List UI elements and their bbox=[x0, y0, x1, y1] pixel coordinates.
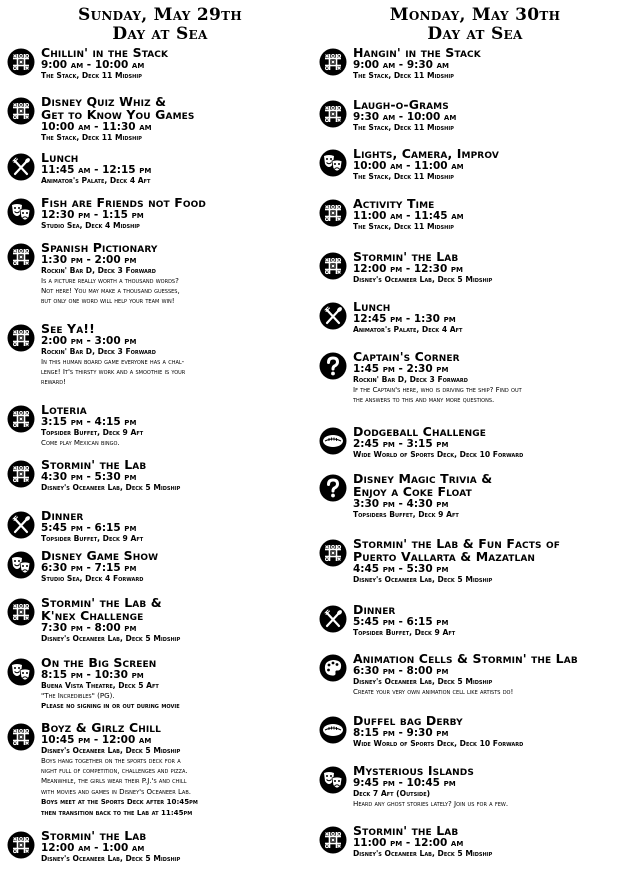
event-location: Rockin' Bar D, Deck 3 Forward bbox=[353, 375, 468, 384]
theater-masks-icon bbox=[319, 149, 347, 177]
event-text bbox=[41, 509, 316, 544]
event-location: Disney's Oceaneer Lab, Deck 5 Midship bbox=[41, 483, 181, 492]
question-mark-icon bbox=[319, 474, 347, 502]
event-location: The Stack, Deck 11 Midship bbox=[41, 133, 142, 142]
description-line: but only one word will help your team win! bbox=[41, 296, 175, 306]
event-title: Animation Cells & Stormin' the Lab bbox=[353, 651, 578, 666]
description-line: In this human board game everyone has a chal- bbox=[41, 356, 185, 366]
description-line: Not here! You may make a thousand guesses, bbox=[41, 285, 180, 295]
event-title: Get to Know You Games bbox=[41, 107, 195, 122]
event-title: Lunch bbox=[353, 299, 391, 314]
event-text bbox=[41, 95, 316, 143]
event-location: Topsider Buffet, Deck 9 Aft bbox=[41, 428, 144, 437]
description-line: "The Incredibles" (PG). bbox=[41, 690, 115, 700]
event-text bbox=[353, 350, 634, 405]
football-icon bbox=[319, 716, 347, 744]
event-text bbox=[41, 596, 316, 644]
event-title: Fish are Friends not Food bbox=[41, 195, 206, 210]
event-text bbox=[41, 458, 316, 493]
event-time: 10:00 am - 11:30 am bbox=[41, 121, 152, 133]
event-text bbox=[353, 537, 634, 585]
event-title: Captain's Corner bbox=[353, 349, 460, 364]
day-heading-subtitle: Day at Sea bbox=[427, 24, 523, 44]
event-title: K'nex Challenge bbox=[41, 608, 144, 623]
event-time: 10:00 am - 11:00 am bbox=[353, 160, 464, 172]
event-text bbox=[353, 714, 634, 749]
event-location: The Stack, Deck 11 Midship bbox=[353, 222, 454, 231]
event-text bbox=[353, 764, 634, 809]
event-time: 11:00 pm - 12:00 am bbox=[353, 837, 464, 849]
event-time: 8:15 pm - 9:30 pm bbox=[353, 727, 449, 739]
event-time: 5:45 pm - 6:15 pm bbox=[41, 522, 137, 534]
event-location: Disney's Oceaneer Lab, Deck 5 Midship bbox=[353, 275, 493, 284]
theater-masks-icon bbox=[7, 198, 35, 226]
event-time: 6:30 pm - 8:00 pm bbox=[353, 665, 449, 677]
event-location: The Stack, Deck 11 Midship bbox=[353, 71, 454, 80]
event-text bbox=[41, 721, 316, 818]
event-description bbox=[41, 756, 316, 818]
event-time: 3:30 pm - 4:30 pm bbox=[353, 498, 449, 510]
event-text bbox=[353, 46, 634, 81]
event-time: 12:45 pm - 1:30 pm bbox=[353, 313, 456, 325]
event-text bbox=[41, 549, 316, 584]
event-location: Rockin' Bar D, Deck 3 Forward bbox=[41, 266, 156, 275]
event-location: Disney's Oceaneer Lab, Deck 5 Midship bbox=[353, 575, 493, 584]
event-title: See Ya!! bbox=[41, 321, 95, 336]
event-text bbox=[353, 603, 634, 638]
description-line: If the Captain's here, who is driving the ship? Find out bbox=[353, 384, 522, 394]
paint-palette-icon bbox=[319, 654, 347, 682]
event-description bbox=[353, 687, 634, 697]
description-line: then transition back to the Lab at 11:45pm bbox=[41, 807, 193, 817]
theater-masks-icon bbox=[319, 766, 347, 794]
event-title: Mysterious Islands bbox=[353, 763, 474, 778]
event-title: Stormin' the Lab bbox=[353, 249, 459, 264]
day-heading-date: Sunday, May 29th bbox=[78, 5, 242, 25]
event-time: 5:45 pm - 6:15 pm bbox=[353, 616, 449, 628]
event-time: 1:30 pm - 2:00 pm bbox=[41, 254, 137, 266]
event-text bbox=[353, 250, 634, 285]
event-text bbox=[353, 824, 634, 859]
event-time: 2:45 pm - 3:15 pm bbox=[353, 438, 449, 450]
event-location: Buena Vista Theatre, Deck 5 Aft bbox=[41, 681, 159, 690]
tictactoe-icon bbox=[7, 97, 35, 125]
tictactoe-icon bbox=[319, 199, 347, 227]
theater-masks-icon bbox=[7, 551, 35, 579]
event-title: Loteria bbox=[41, 402, 87, 417]
event-title: Puerto Vallarta & Mazatlan bbox=[353, 549, 536, 564]
event-title: Spanish Pictionary bbox=[41, 240, 158, 255]
tictactoe-icon bbox=[319, 826, 347, 854]
event-time: 12:00 pm - 12:30 pm bbox=[353, 263, 464, 275]
event-location: Disney's Oceaneer Lab, Deck 5 Midship bbox=[41, 634, 181, 643]
event-time: 7:30 pm - 8:00 pm bbox=[41, 622, 137, 634]
event-time: 2:00 pm - 3:00 pm bbox=[41, 335, 137, 347]
event-location: Animator's Palate, Deck 4 Aft bbox=[41, 176, 151, 185]
event-text bbox=[41, 322, 316, 388]
event-title: Disney Quiz Whiz & bbox=[41, 94, 167, 109]
event-text bbox=[41, 46, 316, 81]
event-location: The Stack, Deck 11 Midship bbox=[353, 172, 454, 181]
tictactoe-icon bbox=[7, 598, 35, 626]
description-line: reward! bbox=[41, 377, 66, 387]
event-location: The Stack, Deck 11 Midship bbox=[353, 123, 454, 132]
event-text bbox=[353, 472, 634, 520]
event-title: Lights, Camera, Improv bbox=[353, 146, 499, 161]
day-heading bbox=[312, 6, 638, 44]
event-title: Dinner bbox=[353, 602, 396, 617]
event-title: Boyz & Girlz Chill bbox=[41, 720, 161, 735]
event-time: 9:00 am - 10:00 am bbox=[41, 59, 145, 71]
event-title: Stormin' the Lab bbox=[353, 823, 459, 838]
event-description bbox=[41, 691, 316, 712]
tictactoe-icon bbox=[7, 831, 35, 859]
tictactoe-icon bbox=[7, 324, 35, 352]
event-location: Topsider Buffet, Deck 9 Aft bbox=[41, 534, 144, 543]
theater-masks-icon bbox=[7, 658, 35, 686]
event-title: Stormin' the Lab bbox=[41, 828, 147, 843]
event-time: 11:00 am - 11:45 am bbox=[353, 210, 464, 222]
event-time: 9:00 am - 9:30 am bbox=[353, 59, 449, 71]
event-description bbox=[353, 799, 634, 809]
description-line: Create your very own animation cell like artists do! bbox=[353, 686, 514, 696]
event-time: 11:45 am - 12:15 pm bbox=[41, 164, 152, 176]
description-line: Please no signing in or out during movie bbox=[41, 700, 180, 710]
description-line: the answers to this and many more questions. bbox=[353, 394, 495, 404]
description-line: Come play Mexican bingo. bbox=[41, 437, 120, 447]
description-line: night full of competition, challenges and pizza. bbox=[41, 765, 188, 775]
event-time: 12:30 pm - 1:15 pm bbox=[41, 209, 144, 221]
event-location: Disney's Oceaneer Lab, Deck 5 Midship bbox=[353, 677, 493, 686]
event-time: 3:15 pm - 4:15 pm bbox=[41, 416, 137, 428]
event-text bbox=[41, 403, 316, 448]
event-title: Lunch bbox=[41, 150, 79, 165]
event-title: Dodgeball Challenge bbox=[353, 424, 486, 439]
event-location: Disney's Oceaneer Lab, Deck 5 Midship bbox=[353, 849, 493, 858]
event-description bbox=[353, 385, 634, 406]
event-title: Disney Game Show bbox=[41, 548, 159, 563]
event-title: Activity Time bbox=[353, 196, 435, 211]
event-text bbox=[41, 656, 316, 711]
tictactoe-icon bbox=[319, 539, 347, 567]
tictactoe-icon bbox=[319, 100, 347, 128]
event-time: 9:45 pm - 10:45 pm bbox=[353, 777, 456, 789]
tictactoe-icon bbox=[319, 48, 347, 76]
fork-knife-icon bbox=[7, 511, 35, 539]
tictactoe-icon bbox=[319, 252, 347, 280]
event-location: Disney's Oceaneer Lab, Deck 5 Midship bbox=[41, 854, 181, 863]
event-location: Wide World of Sports Deck, Deck 10 Forward bbox=[353, 450, 524, 459]
event-location: Studio Sea, Deck 4 Forward bbox=[41, 574, 144, 583]
event-location: Deck 7 Aft (Outside) bbox=[353, 789, 431, 798]
event-location: The Stack, Deck 11 Midship bbox=[41, 71, 142, 80]
description-line: Heard any ghost stories lately? Join us for a few. bbox=[353, 798, 509, 808]
event-text bbox=[353, 300, 634, 335]
event-location: Disney's Oceaneer Lab, Deck 5 Midship bbox=[41, 746, 181, 755]
event-description bbox=[41, 357, 316, 388]
event-time: 6:30 pm - 7:15 pm bbox=[41, 562, 137, 574]
event-text bbox=[353, 425, 634, 460]
event-text bbox=[353, 147, 634, 182]
fork-knife-icon bbox=[319, 302, 347, 330]
event-title: Stormin' the Lab bbox=[41, 457, 147, 472]
description-line: Boys meet at the Sports Deck after 10:45pm bbox=[41, 797, 198, 807]
event-text bbox=[41, 829, 316, 864]
event-title: Hangin' in the Stack bbox=[353, 45, 481, 60]
event-time: 1:45 pm - 2:30 pm bbox=[353, 363, 449, 375]
tictactoe-icon bbox=[7, 460, 35, 488]
event-time: 8:15 pm - 10:30 pm bbox=[41, 669, 144, 681]
event-location: Rockin' Bar D, Deck 3 Forward bbox=[41, 347, 156, 356]
event-time: 9:30 am - 10:00 am bbox=[353, 111, 457, 123]
event-text bbox=[41, 151, 316, 186]
event-title: On the Big Screen bbox=[41, 655, 157, 670]
question-mark-icon bbox=[319, 352, 347, 380]
tictactoe-icon bbox=[7, 48, 35, 76]
description-line: with movies and games in Disney's Oceaneer Lab. bbox=[41, 786, 192, 796]
event-location: Topsiders Buffet, Deck 9 Aft bbox=[353, 510, 459, 519]
day-heading-date: Monday, May 30th bbox=[389, 5, 561, 25]
event-title: Stormin' the Lab & Fun Facts of bbox=[353, 536, 561, 551]
description-line: Meanwhile, the girls wear their P.J.'s and chill bbox=[41, 776, 187, 786]
event-text bbox=[353, 197, 634, 232]
tictactoe-icon bbox=[7, 243, 35, 271]
event-time: 12:00 am - 1:00 am bbox=[41, 842, 145, 854]
day-heading bbox=[0, 6, 320, 44]
event-location: Studio Sea, Deck 4 Midship bbox=[41, 221, 140, 230]
event-title: Disney Magic Trivia & bbox=[353, 471, 493, 486]
tictactoe-icon bbox=[7, 405, 35, 433]
event-description bbox=[41, 438, 316, 448]
football-icon bbox=[319, 427, 347, 455]
event-text bbox=[41, 241, 316, 307]
event-text bbox=[353, 652, 634, 697]
description-line: lenge! It's thirsty work and a smoothie is your bbox=[41, 366, 186, 376]
event-time: 4:30 pm - 5:30 pm bbox=[41, 471, 137, 483]
fork-knife-icon bbox=[319, 605, 347, 633]
description-line: Boys hang together on the sports deck for a bbox=[41, 755, 181, 765]
event-title: Stormin' the Lab & bbox=[41, 595, 162, 610]
fork-knife-icon bbox=[7, 153, 35, 181]
event-text bbox=[353, 98, 634, 133]
event-title: Dinner bbox=[41, 508, 84, 523]
event-title: Enjoy a Coke Float bbox=[353, 484, 472, 499]
event-title: Laugh-o-Grams bbox=[353, 97, 449, 112]
event-location: Topsider Buffet, Deck 9 Aft bbox=[353, 628, 456, 637]
description-line: Is a picture really worth a thousand words? bbox=[41, 275, 179, 285]
event-text bbox=[41, 196, 316, 231]
event-description bbox=[41, 276, 316, 307]
day-heading-subtitle: Day at Sea bbox=[112, 24, 208, 44]
event-time: 4:45 pm - 5:30 pm bbox=[353, 563, 449, 575]
event-location: Animator's Palate, Deck 4 Aft bbox=[353, 325, 463, 334]
event-title: Chillin' in the Stack bbox=[41, 45, 169, 60]
event-location: Wide World of Sports Deck, Deck 10 Forward bbox=[353, 739, 524, 748]
tictactoe-icon bbox=[7, 723, 35, 751]
event-time: 10:45 pm - 12:00 am bbox=[41, 734, 152, 746]
event-title: Duffel bag Derby bbox=[353, 713, 463, 728]
